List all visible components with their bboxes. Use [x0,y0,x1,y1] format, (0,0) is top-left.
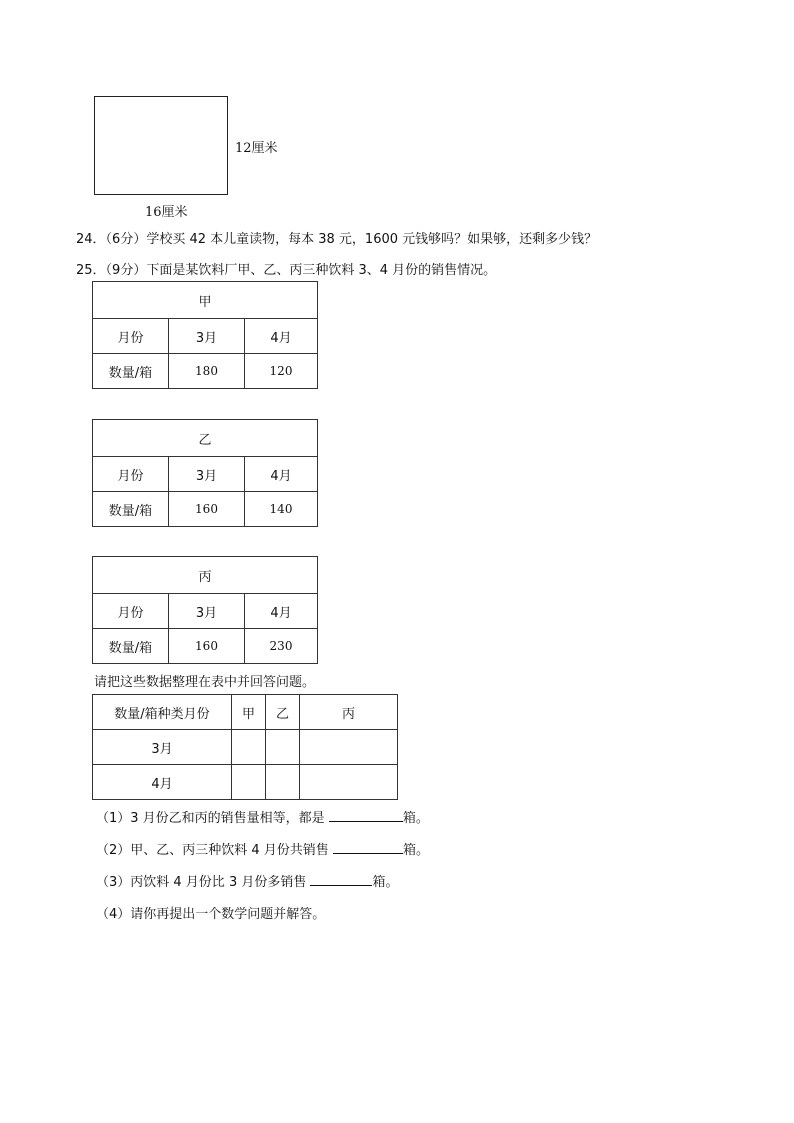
summary-header-corner: 数量/箱种类月份 [93,695,232,730]
table-cell: 3月 [169,457,245,492]
table-cell: 160 [169,629,245,664]
table-cell: 180 [169,354,245,389]
height-label: 12厘米 [235,141,278,156]
rectangle-figure [94,96,228,195]
table-cell: 数量/箱 [93,492,169,527]
blank-cell[interactable] [232,765,266,800]
question-24: 24．（6分）学校买 42 本儿童读物，每本 38 元，1600 元钱够吗？如果够，还剩多少钱？ [76,232,598,247]
sub-question-unit: 箱。 [402,843,429,858]
sub-question-unit: 箱。 [402,811,429,826]
summary-row-label: 4月 [93,765,232,800]
table-yi [92,419,318,527]
table-bing [92,556,318,664]
table-cell: 120 [245,354,318,389]
answer-blank[interactable] [329,809,403,822]
instruction-text: 请把这些数据整理在表中并回答问题。 [94,675,316,690]
table-title: 乙 [93,420,318,457]
table-jia [92,281,318,389]
sub-question-1 [96,807,429,826]
answer-blank[interactable] [333,841,403,854]
sub-question-4: （4）请你再提出一个数学问题并解答。 [96,907,326,922]
question-25: 25．（9分）下面是某饮料厂甲、乙、丙三种饮料 3、4 月份的销售情况。 [76,263,497,278]
sub-question-text: （3）丙饮料 4 月份比 3 月份多销售 [96,875,307,890]
table-title: 甲 [93,282,318,319]
table-cell: 数量/箱 [93,629,169,664]
blank-cell[interactable] [266,765,300,800]
table-cell: 4月 [245,319,318,354]
table-title: 丙 [93,557,318,594]
summary-header-jia: 甲 [232,695,266,730]
table-cell: 月份 [93,594,169,629]
table-cell: 数量/箱 [93,354,169,389]
summary-table [92,694,398,800]
table-cell: 3月 [169,594,245,629]
table-cell: 230 [245,629,318,664]
summary-header-bing: 丙 [300,695,398,730]
blank-cell[interactable] [300,765,398,800]
sub-question-text: （2）甲、乙、丙三种饮料 4 月份共销售 [96,843,329,858]
sub-question-2 [96,839,429,858]
table-cell: 160 [169,492,245,527]
blank-cell[interactable] [266,730,300,765]
table-cell: 140 [245,492,318,527]
table-cell: 月份 [93,457,169,492]
table-cell: 月份 [93,319,169,354]
table-cell: 3月 [169,319,245,354]
answer-blank[interactable] [310,873,372,886]
summary-row-label: 3月 [93,730,232,765]
summary-header-yi: 乙 [266,695,300,730]
sub-question-text: （1）3 月份乙和丙的销售量相等，都是 [96,811,325,826]
table-cell: 4月 [245,594,318,629]
sub-question-3 [96,871,399,890]
blank-cell[interactable] [300,730,398,765]
table-cell: 4月 [245,457,318,492]
blank-cell[interactable] [232,730,266,765]
sub-question-unit: 箱。 [372,875,399,890]
width-label: 16厘米 [145,205,188,220]
